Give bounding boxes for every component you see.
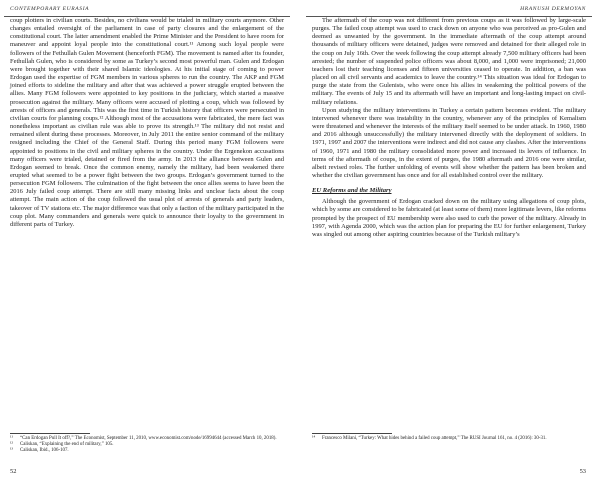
left-page <box>4 0 290 499</box>
page-number-right: 53 <box>579 468 586 475</box>
footnote-14: ¹⁴ Francesco Milani, “Turkey: What hides behind a failed coup attempt,” The RUSI Journal 161, no. 4 (2016): 30-31. <box>312 436 547 441</box>
right-paragraph-3: Although the government of Erdogan cracked down on the military using allegations of coup plots, which by some are considered to be fabricated (at least some of them) more legitimate levers, like reforms prompted by the prospect of EU membership were also used to curb the power of the military. Already in 1997, with Agenda 2000, which was the action plan for preparing the EU for further enlargement, Turkey was singled out among other aspiring countries because of the Turkish military’s <box>312 198 586 238</box>
right-paragraph-2: Upon studying the military interventions in Turkey a certain pattern becomes evident. The military intervened whenever there was instability in the country, whenever any of the principles of Kemalism were threatened and whenever the interests of the military itself seemed to be under attack. In 1960, 1980 and 2016 although unsuccessfully) the military intervened directly with the deployment of soldiers. In 1971, 1997 and 2007 the interventions were indirect and did not cause any clashes. After the interventions of 1960, 1971 and 1980 the military consolidated more power and increased its levers of influence. In terms of the aftermath of coups, in the extent of purges, the 1980 aftermath and 2016 one were similar, albeit revised roles. The further unfolding of events will show whether the pattern has been broken and whether the civilian government has once and for all established control over the military. <box>312 106 586 179</box>
left-body-text <box>10 17 284 229</box>
right-page <box>306 0 592 499</box>
page-number-left: 52 <box>10 468 17 475</box>
footnote-rule-left <box>10 433 90 434</box>
footnote-rule-right <box>312 433 392 434</box>
running-head-left: CONTEMPORARY EURASIA <box>4 6 290 17</box>
footnote-13: ¹³ Caliskan, Ibid., 106-107. <box>10 448 69 454</box>
left-footnotes <box>10 436 284 454</box>
footnote-11: ¹¹ “Can Erdogan Pull It off?,” The Economist, September 11, 2010, www.economist.com/node/16994644 (accessed March 10, 2018). <box>10 436 277 441</box>
right-paragraph-1: The aftermath of the coup was not different from previous coups as it was followed by large-scale purges. The failed coup attempt was used to crack down on anyone who was perceived as pro-Gulen and deemed as unwanted by the government. In the immediate aftermath of the coup attempt around thousands of military officers were detained, judges were removed and detained for their alleged role in the coup on July 16th. Over the week following the coup attempt already 7,500 military officers had been arrested; the number of suspended police officers was about 8,000, and 1,000 were imprisoned; 21,000 teachers lost their teaching licenses and fifteen universities ceased to operate. In addition, a ban was placed on all civil servants and academics to leave the country.¹⁴ This situation was ideal for Erdogan to purge the state from the Gulenists, who were once his allies in weakening the political powers of the military. The events of July 15 and its aftermath will have an important and long-lasting impact on civil-military relations. <box>312 17 586 106</box>
right-body-text <box>312 17 586 239</box>
running-head-right: HRANUSH DERMOYAN <box>306 6 592 17</box>
section-heading: EU Reforms and the Military <box>312 187 392 195</box>
left-paragraph-1: coup plotters in civilian courts. Besides, no civilians would be trialed in military courts anymore. Other changes entailed oversight of the parliament in case of party closures and the enlargement of the constitutional court. The latter amendment enabled the Prime Minister and the President to have room for maneuver and appoint loyal people into the constitutional court.¹¹ Among such loyal people were followers of the Fethullah Gulen Movement (henceforth FGM). The movement is named after its founder, Fethullah Gulen, who is considered by some as Turkey’s second most powerful man. Gulen and Erdogan were brought together with their shared Islamic ideologies. At his initial stage of coming to power Erdogan used the expertise of FGM members in various spheres to run the country. The AKP and FGM joined efforts to sideline the military and after that was achieved a power struggle erupted between the allies. Many FGM followers were appointed to key positions in the judiciary, which started a massive prosecution against the military. Many officers were accused of plotting a coup, which was followed by arrests of officers and generals. This was the first time in Turkish history that officers were persecuted in civilian courts for planning coups.¹² Although most of the accusations were fabricated, the mere fact was nonetheless important as civilian rule was able to prove its strength.¹³ The military did not resist and remained silent during these processes. Moreover, in July 2011 the entire senior command of the military resigned including the Chief of the General Staff. During this period many FGM followers were appointed to positions in the civil and military spheres in the country. Under the Ergenekon accusations many officers were trialed, detained or fired from the army. In 2013 the alliance between Gulen and Erdogan seemed to break. Once the common enemy, namely the military, had been weakened there erupted what seemed to be a power fight between the two groups. Erdogan’s government turned to the persecution FGM followers. The culmination of the fight between the once allies seems to have been the 2016 July failed coup attempt. There are still many missing links and unclear facts about the coup attempt. The main action of the coup followed the usual plot of arrests of generals and party leaders, takeover of TV stations etc. The major difference was that only a faction of the military participated in the coup plot. Many commanders and generals were quick to announce their loyalty to the government in different parts of Turkey. <box>10 17 284 228</box>
footnote-12: ¹² Caliskan, “Explaining the end of military,” 105. <box>10 442 114 448</box>
right-footnotes <box>312 436 586 442</box>
